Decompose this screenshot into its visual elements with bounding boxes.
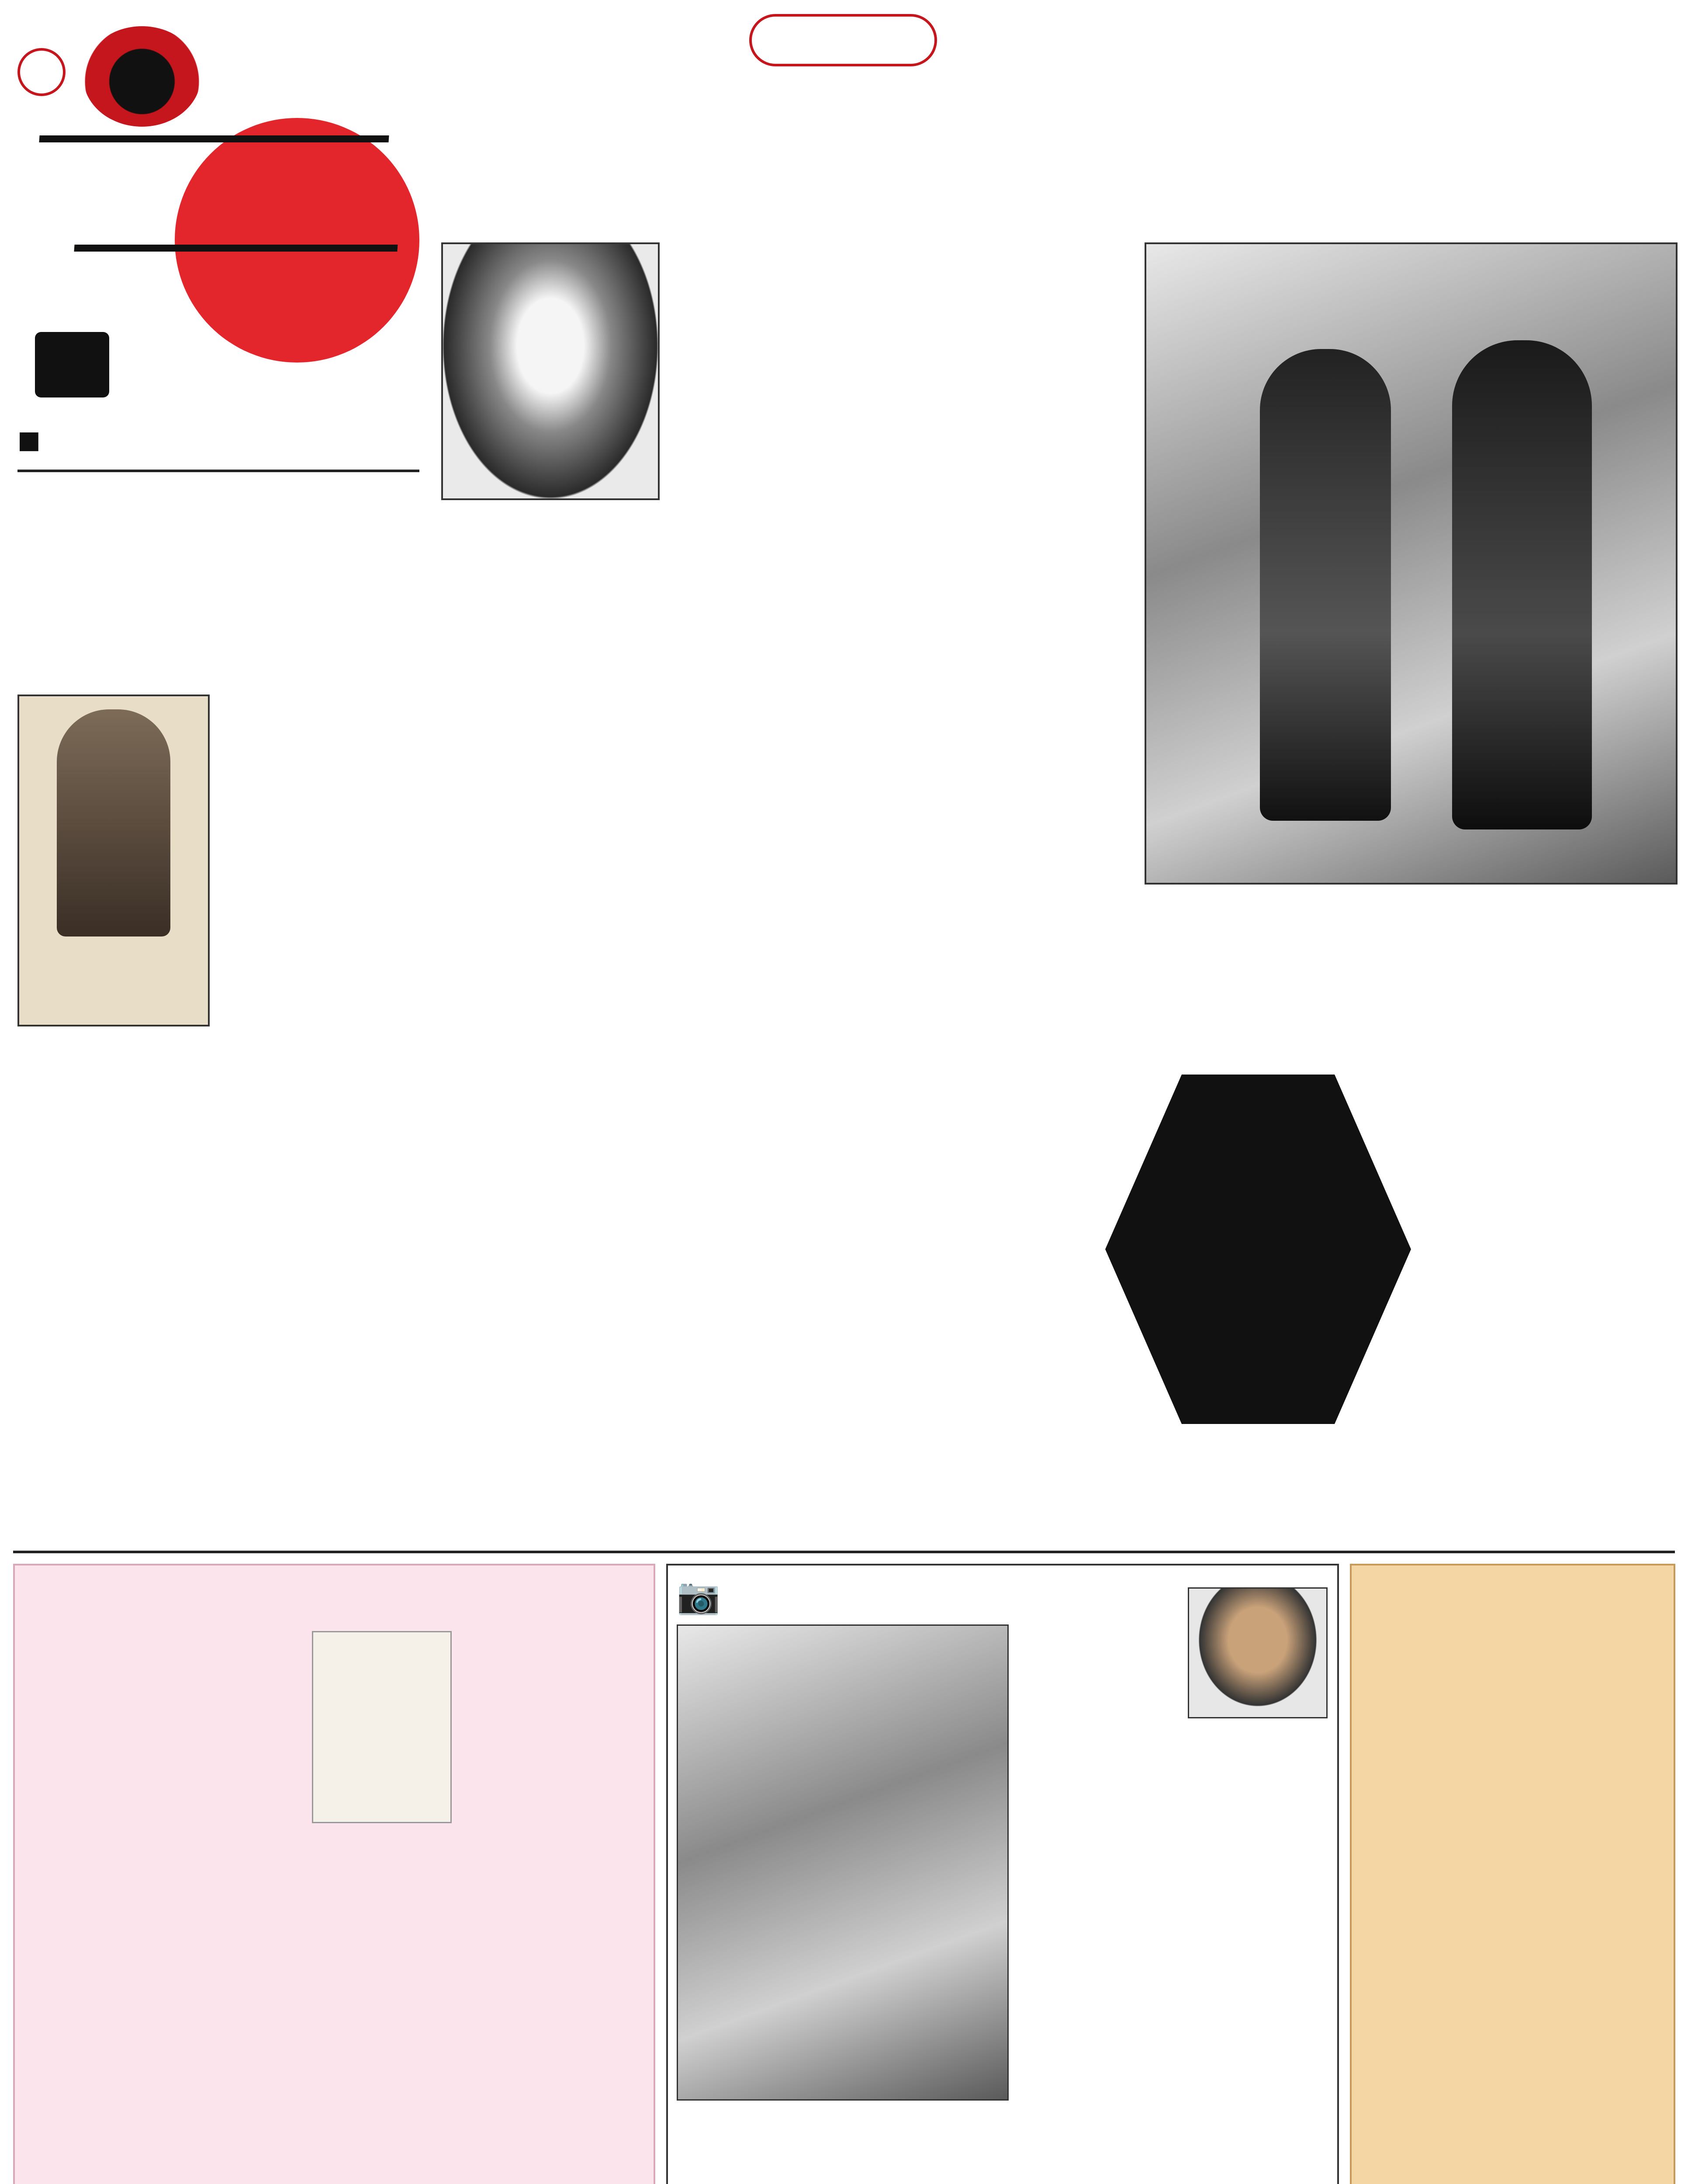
series-title-line2 [74,245,398,252]
masthead-main [749,14,937,66]
contributor-photo [1188,1587,1328,1718]
flashback-header [677,1574,1000,1618]
book-cover [312,1631,452,1823]
series-title-line1 [39,135,389,142]
byline-rule [17,470,419,472]
film-still-photo [1145,242,1678,885]
karuvoolam-box [1350,1564,1675,2184]
book-review-box [13,1564,655,2184]
camera-icon: 📷 [677,1576,720,1616]
column-2 [439,509,784,515]
author-byline [17,426,424,454]
column-3 [795,509,1136,515]
party-logo [83,26,201,127]
pullquote [1105,1075,1411,1424]
red-sun-shape [175,118,419,363]
column-1 [17,485,428,488]
figure-left [1260,349,1391,821]
flashback-photo [677,1624,1009,2101]
square-bullet-icon: ■ [17,426,41,454]
header [0,0,1688,131]
portrait-photo [441,242,660,500]
masthead [716,9,970,114]
flashback-box [666,1564,1339,2184]
magazine-cover-figure [57,709,170,936]
column-1-lower [17,1144,428,1151]
column-1-wrap [223,695,428,698]
episode-number [35,332,109,397]
column-4 [1287,887,1675,890]
magazine-cover [17,695,210,1026]
section-divider [13,1551,1675,1553]
figure-right [1452,340,1592,829]
page-number [17,48,66,96]
